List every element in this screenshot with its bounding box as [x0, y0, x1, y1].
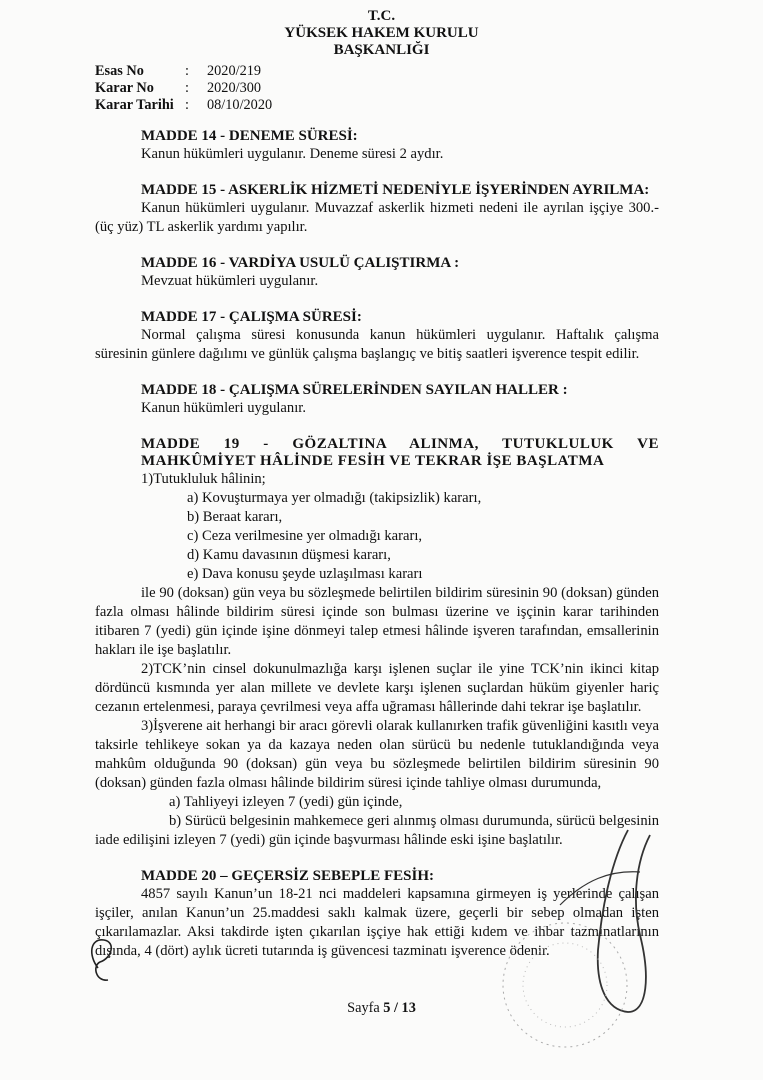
article-heading: MADDE 15 - ASKERLİK HİZMETİ NEDENİYLE İŞYERİNDEN AYRILMA:: [141, 182, 650, 198]
article-19: [95, 436, 659, 850]
article-text: 4857 sayılı Kanun’un 18-21 nci maddeleri kapsamına girmeyen iş yerlerinde çalışan işçiler, anılan Kanun’un 25.maddesi saklı kalmak üzere, geçerli bir sebep olmadan işten çıkarılamazlar. Aksi takdirde işten çıkarılan işçiye hak ettiği kıdem ve ihbar tazminatlarının dışında, 4 (dört) aylık ücreti tutarında iş güvencesi tazminatı işverence ödenir.: [95, 886, 659, 959]
article-15: [95, 182, 659, 237]
document-header: [0, 8, 763, 59]
reference-label: Karar No: [95, 80, 154, 96]
page-count: 5 / 13: [383, 1000, 416, 1016]
article-20: [95, 868, 659, 961]
list-item: a) Kovuşturmaya yer olmadığı (takipsizlik) kararı,: [187, 490, 482, 506]
article-text: Kanun hükümleri uygulanır. Deneme süresi 2 aydır.: [141, 146, 444, 162]
article-text: Kanun hükümleri uygulanır.: [141, 400, 306, 416]
article-paragraph: 2)TCK’nin cinsel dokunulmazlığa karşı işlenen suçlar ile yine TCK’nin ikinci kitap dördüncü kısmında yer alan millete ve devlete karşı işlenen suçlardan hüküm giyenler hariç cezanın ertelenmesi, paraya çevrilmesi veya affa uğraması hâllerinde dahi tekrar işe başlatılır.: [95, 661, 659, 715]
article-text: Normal çalışma süresi konusunda kanun hükümleri uygulanır. Haftalık çalışma süresinin günlere dağılımı ve günlük çalışma başlangıç ve bitiş saatleri işverence tespit edilir.: [95, 327, 659, 362]
article-heading: MADDE 20 – GEÇERSİZ SEBEPLE FESİH:: [141, 868, 434, 884]
header-line-institution: YÜKSEK HAKEM KURULU: [284, 25, 479, 41]
reference-colon: :: [185, 80, 189, 96]
reference-label: Karar Tarihi: [95, 97, 174, 113]
reference-row: [95, 63, 272, 80]
reference-colon: :: [185, 63, 189, 79]
article-16: [95, 255, 659, 291]
list-item: b) Beraat kararı,: [187, 509, 283, 525]
reference-block: [95, 63, 272, 114]
page-label: Sayfa: [347, 1000, 380, 1016]
header-line-presidency: BAŞKANLIĞI: [333, 42, 430, 58]
article-text: Mevzuat hükümleri uygulanır.: [141, 273, 319, 289]
article-heading: MADDE 17 - ÇALIŞMA SÜRESİ:: [141, 309, 362, 325]
page-number: [0, 1000, 763, 1017]
list-item: a) Tahliyeyi izleyen 7 (yedi) gün içinde,: [169, 794, 403, 810]
article-paragraph: 3)İşverene ait herhangi bir aracı görevli olarak kullanırken trafik güvenliğini kasıtlı veya taksirle tehlikeye sokan ya da kazaya neden olan sürücü bu nedenle tutuklandığında veya mahkûm olduğunda 90 (doksan) gün veya bu sözleşmede belirtilen bildirim süresinin 90 (doksan) günden fazla olması hâlinde bildirim süresi içinde tahliye olması durumunda,: [95, 718, 659, 791]
article-paragraph: 1)Tutukluluk hâlinin;: [141, 471, 266, 487]
article-heading: MADDE 14 - DENEME SÜRESİ:: [141, 128, 358, 144]
reference-value: 2020/300: [207, 80, 262, 96]
list-item: c) Ceza verilmesine yer olmadığı kararı,: [187, 528, 423, 544]
article-17: [95, 309, 659, 364]
article-14: [95, 128, 659, 164]
header-line-tc: T.C.: [367, 8, 396, 24]
reference-label: Esas No: [95, 63, 144, 79]
article-heading: MADDE 19 - GÖZALTINA ALINMA, TUTUKLULUK VE MAHKÛMİYET HÂLİNDE FESİH VE TEKRAR İŞE BAŞLATMA: [141, 436, 659, 469]
reference-value: 2020/219: [207, 63, 262, 79]
reference-row: [95, 80, 272, 97]
list-item: d) Kamu davasının düşmesi kararı,: [187, 547, 391, 563]
reference-value: 08/10/2020: [207, 97, 273, 113]
article-heading: MADDE 18 - ÇALIŞMA SÜRELERİNDEN SAYILAN HALLER :: [141, 382, 568, 398]
list-item: b) Sürücü belgesinin mahkemece geri alınmış olması durumunda, sürücü belgesinin iade edilişini izleyen 7 (yedi) gün içinde başvurması hâlinde eski işine başlatılır.: [95, 813, 659, 848]
article-paragraph: ile 90 (doksan) gün veya bu sözleşmede belirtilen bildirim süresinin 90 (doksan) günden fazla olması hâlinde bildirim süresi içinde son bulması üzerine ve işçinin karar tarihinden itibaren 7 (yedi) gün içinde işine dönmeyi talep etmesi hâlinde işveren tarafından, emsallerinin hakları ile işe başlatılır.: [95, 585, 659, 658]
article-text: Kanun hükümleri uygulanır. Muvazzaf askerlik hizmeti nedeni ile ayrılan işçiye 300.- (üç yüz) TL askerlik yardımı yapılır.: [95, 200, 659, 235]
reference-row: [95, 97, 272, 114]
reference-colon: :: [185, 97, 189, 113]
article-18: [95, 382, 659, 418]
article-heading: MADDE 16 - VARDİYA USULÜ ÇALIŞTIRMA :: [141, 255, 460, 271]
document-body: [95, 128, 659, 961]
list-item: e) Dava konusu şeyde uzlaşılması kararı: [187, 566, 423, 582]
